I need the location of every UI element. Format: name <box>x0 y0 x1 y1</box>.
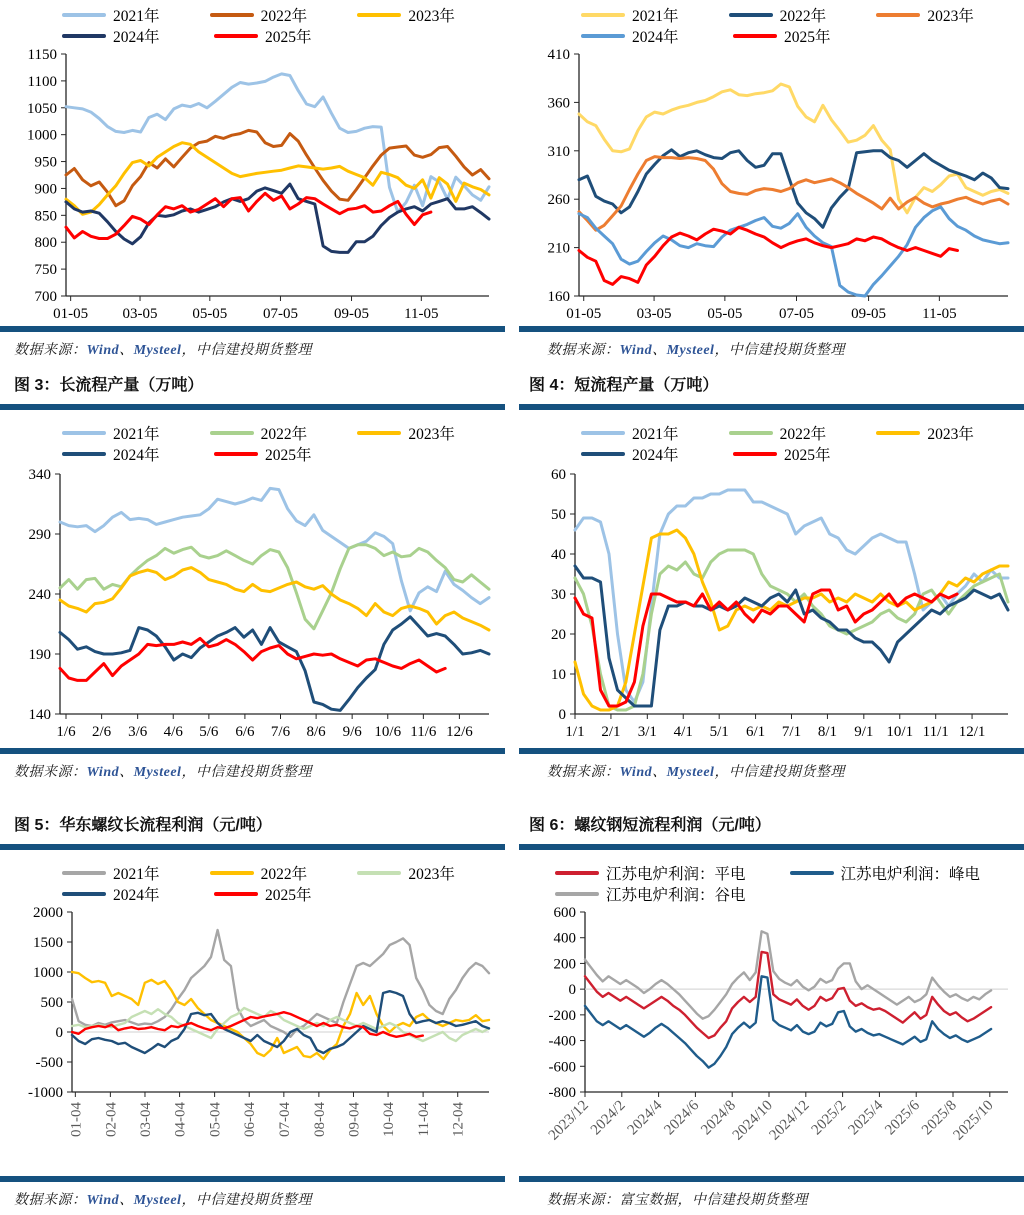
svg-text:09-05: 09-05 <box>851 306 886 322</box>
legend-label: 2024年 <box>632 25 679 47</box>
legend-line-swatch <box>62 431 106 435</box>
source-vendor: Mysteel <box>134 1193 182 1208</box>
legend-label: 2024年 <box>113 25 160 47</box>
legend-label: 2023年 <box>408 4 455 26</box>
svg-text:05-05: 05-05 <box>192 306 227 322</box>
svg-text:700: 700 <box>35 289 58 305</box>
svg-text:2025/2: 2025/2 <box>809 1098 850 1139</box>
svg-text:260: 260 <box>548 192 571 208</box>
legend-line-swatch <box>581 34 625 38</box>
line-chart <box>519 466 1024 748</box>
series-line <box>579 207 1008 296</box>
source-text: 、 <box>652 765 667 780</box>
legend-item <box>555 862 790 884</box>
data-source-line <box>519 754 1024 787</box>
legend-item <box>357 422 505 444</box>
legend-label: 2025年 <box>784 25 831 47</box>
svg-text:1/6: 1/6 <box>56 724 76 740</box>
svg-text:0: 0 <box>559 707 567 723</box>
legend-line-swatch <box>790 871 834 875</box>
legend-item <box>733 25 885 47</box>
legend-line-swatch <box>214 892 258 896</box>
svg-text:1050: 1050 <box>27 101 57 117</box>
legend-row <box>555 862 1024 883</box>
legend-item <box>876 422 1024 444</box>
chart-legend <box>519 850 1024 906</box>
svg-text:07-05: 07-05 <box>779 306 814 322</box>
svg-text:2023/12: 2023/12 <box>546 1098 592 1144</box>
svg-text:360: 360 <box>548 95 571 111</box>
figure-panel <box>519 410 1024 850</box>
legend-line-swatch <box>62 452 106 456</box>
legend-label: 2024年 <box>113 443 160 465</box>
svg-text:400: 400 <box>554 931 577 947</box>
legend-item <box>581 25 733 47</box>
legend-item <box>210 4 358 26</box>
svg-text:0: 0 <box>56 1025 64 1041</box>
legend-label: 2025年 <box>265 443 312 465</box>
svg-text:1100: 1100 <box>28 74 57 90</box>
legend-item <box>357 4 505 26</box>
legend-row <box>581 25 1024 46</box>
svg-text:-500: -500 <box>36 1055 64 1071</box>
legend-line-swatch <box>733 452 777 456</box>
legend-item <box>581 443 733 465</box>
svg-text:-400: -400 <box>549 1034 577 1050</box>
source-text: 富宝数据，中信建投期货整理 <box>620 1193 809 1208</box>
svg-text:340: 340 <box>29 467 52 483</box>
legend-line-swatch <box>62 34 106 38</box>
svg-text:290: 290 <box>29 527 52 543</box>
source-text: 数据来源： <box>14 343 87 358</box>
source-text: ，中信建投期货整理 <box>181 1193 312 1208</box>
svg-text:200: 200 <box>554 956 577 972</box>
svg-text:01-05: 01-05 <box>566 306 601 322</box>
source-vendor: Wind <box>87 765 120 780</box>
svg-text:40: 40 <box>551 547 566 563</box>
legend-line-swatch <box>581 452 625 456</box>
svg-text:02-04: 02-04 <box>103 1102 119 1137</box>
legend-label: 2022年 <box>261 4 308 26</box>
legend-item <box>214 883 366 905</box>
svg-text:140: 140 <box>29 707 52 723</box>
legend-label: 2022年 <box>261 422 308 444</box>
svg-text:5/6: 5/6 <box>199 724 219 740</box>
legend-line-swatch <box>62 892 106 896</box>
svg-text:2024/10: 2024/10 <box>730 1098 776 1144</box>
chart-legend <box>519 0 1024 48</box>
svg-text:07-04: 07-04 <box>277 1102 293 1137</box>
legend-label: 2023年 <box>927 4 974 26</box>
legend-item <box>62 422 210 444</box>
svg-text:7/1: 7/1 <box>782 724 801 740</box>
svg-text:10: 10 <box>551 667 566 683</box>
legend-item <box>555 883 823 905</box>
line-chart <box>0 48 505 326</box>
legend-label: 2022年 <box>780 4 827 26</box>
legend-item <box>62 862 210 884</box>
svg-text:05-04: 05-04 <box>208 1102 224 1137</box>
legend-row <box>62 862 505 883</box>
svg-text:1500: 1500 <box>33 935 63 951</box>
line-chart <box>0 906 505 1176</box>
svg-text:600: 600 <box>554 905 577 921</box>
chart-legend <box>0 850 505 906</box>
figure-panel <box>519 0 1024 410</box>
legend-label: 2024年 <box>632 443 679 465</box>
svg-text:1150: 1150 <box>28 47 57 63</box>
data-source-line <box>519 1182 1024 1215</box>
legend-label: 2021年 <box>113 422 160 444</box>
source-text: 、 <box>119 343 134 358</box>
legend-label: 江苏电炉利润：谷电 <box>606 883 746 905</box>
legend-label: 2021年 <box>113 862 160 884</box>
chart-legend <box>519 410 1024 466</box>
svg-text:50: 50 <box>551 507 566 523</box>
svg-text:20: 20 <box>551 627 566 643</box>
legend-label: 2025年 <box>265 883 312 905</box>
svg-text:30: 30 <box>551 587 566 603</box>
line-chart <box>519 48 1024 326</box>
svg-text:2024/6: 2024/6 <box>661 1097 702 1138</box>
series-line <box>579 150 1008 228</box>
svg-text:900: 900 <box>35 181 58 197</box>
legend-item <box>214 443 366 465</box>
legend-label: 2021年 <box>632 422 679 444</box>
series-line <box>585 976 991 1067</box>
legend-line-swatch <box>876 13 920 17</box>
legend-item <box>62 443 214 465</box>
legend-item <box>210 422 358 444</box>
svg-text:0: 0 <box>569 982 577 998</box>
svg-text:10/6: 10/6 <box>374 724 401 740</box>
svg-text:2000: 2000 <box>33 905 63 921</box>
svg-text:08-04: 08-04 <box>312 1102 328 1137</box>
legend-item <box>581 4 729 26</box>
legend-item <box>733 443 885 465</box>
legend-line-swatch <box>210 13 254 17</box>
svg-text:-200: -200 <box>549 1008 577 1024</box>
svg-text:240: 240 <box>29 587 52 603</box>
legend-label: 2025年 <box>265 25 312 47</box>
data-source-line <box>0 754 505 787</box>
svg-text:03-05: 03-05 <box>637 306 672 322</box>
svg-text:7/6: 7/6 <box>271 724 291 740</box>
svg-text:09-05: 09-05 <box>334 306 369 322</box>
legend-line-swatch <box>62 13 106 17</box>
legend-label: 2023年 <box>408 422 455 444</box>
svg-text:190: 190 <box>29 647 52 663</box>
source-vendor: Mysteel <box>134 765 182 780</box>
svg-text:1/1: 1/1 <box>565 724 584 740</box>
legend-line-swatch <box>62 871 106 875</box>
svg-text:03-04: 03-04 <box>138 1102 154 1137</box>
svg-text:07-05: 07-05 <box>263 306 298 322</box>
data-source-line <box>0 332 505 365</box>
svg-text:-1000: -1000 <box>28 1085 63 1101</box>
legend-item <box>729 4 877 26</box>
legend-row <box>555 883 1024 904</box>
legend-item <box>62 4 210 26</box>
legend-line-swatch <box>210 871 254 875</box>
source-text: ，中信建投期货整理 <box>181 343 312 358</box>
svg-text:-800: -800 <box>549 1085 577 1101</box>
legend-item <box>214 25 366 47</box>
source-text: 数据来源： <box>547 343 620 358</box>
source-text: 、 <box>119 1193 134 1208</box>
svg-text:01-05: 01-05 <box>53 306 88 322</box>
legend-line-swatch <box>214 34 258 38</box>
legend-row <box>62 422 505 443</box>
svg-text:800: 800 <box>35 235 58 251</box>
source-vendor: Mysteel <box>667 765 715 780</box>
svg-text:750: 750 <box>35 262 58 278</box>
legend-item <box>62 883 214 905</box>
legend-item <box>357 862 505 884</box>
svg-text:6/1: 6/1 <box>746 724 765 740</box>
legend-row <box>581 422 1024 443</box>
svg-text:11-04: 11-04 <box>416 1102 432 1137</box>
legend-row <box>62 4 505 25</box>
series-line <box>60 545 489 629</box>
legend-line-swatch <box>729 431 773 435</box>
svg-text:10-04: 10-04 <box>381 1102 397 1137</box>
legend-line-swatch <box>555 871 599 875</box>
figure-title: 图 5：华东螺纹长流程利润（元/吨） <box>0 805 505 844</box>
svg-text:06-04: 06-04 <box>242 1102 258 1137</box>
svg-text:8/1: 8/1 <box>818 724 837 740</box>
series-line <box>60 638 445 680</box>
legend-line-swatch <box>581 13 625 17</box>
svg-text:2025/6: 2025/6 <box>882 1097 923 1138</box>
svg-text:4/6: 4/6 <box>164 724 184 740</box>
legend-item <box>876 4 1024 26</box>
svg-text:950: 950 <box>35 155 58 171</box>
svg-text:4/1: 4/1 <box>674 724 693 740</box>
svg-text:3/6: 3/6 <box>128 724 148 740</box>
svg-text:6/6: 6/6 <box>235 724 255 740</box>
legend-label: 江苏电炉利润：平电 <box>606 862 746 884</box>
legend-item <box>210 862 358 884</box>
chart-legend <box>0 410 505 466</box>
legend-line-swatch <box>357 431 401 435</box>
svg-text:3/1: 3/1 <box>638 724 657 740</box>
legend-row <box>581 443 1024 464</box>
series-line <box>60 568 489 630</box>
svg-text:11-05: 11-05 <box>922 306 956 322</box>
legend-line-swatch <box>214 452 258 456</box>
svg-text:60: 60 <box>551 467 566 483</box>
legend-label: 2021年 <box>632 4 679 26</box>
svg-text:11/6: 11/6 <box>410 724 437 740</box>
legend-label: 2025年 <box>784 443 831 465</box>
legend-label: 2024年 <box>113 883 160 905</box>
data-source-line <box>519 332 1024 365</box>
svg-text:01-04: 01-04 <box>68 1102 84 1137</box>
figure-title: 图 4：短流程产量（万吨） <box>519 365 1024 404</box>
svg-text:310: 310 <box>548 144 571 160</box>
svg-text:12/1: 12/1 <box>959 724 986 740</box>
source-vendor: Wind <box>87 343 120 358</box>
svg-text:210: 210 <box>548 241 571 257</box>
legend-item <box>62 25 214 47</box>
svg-text:2024/2: 2024/2 <box>588 1098 629 1139</box>
svg-text:2/1: 2/1 <box>601 724 620 740</box>
line-chart <box>519 906 1024 1176</box>
data-source-line <box>0 1182 505 1215</box>
legend-line-swatch <box>729 13 773 17</box>
source-text: ，中信建投期货整理 <box>714 765 845 780</box>
legend-item <box>581 422 729 444</box>
svg-text:5/1: 5/1 <box>710 724 729 740</box>
chart-legend <box>0 0 505 48</box>
svg-text:12-04: 12-04 <box>451 1102 467 1137</box>
source-text: 、 <box>652 343 667 358</box>
svg-text:03-05: 03-05 <box>123 306 158 322</box>
svg-text:8/6: 8/6 <box>307 724 327 740</box>
svg-text:2024/4: 2024/4 <box>625 1097 666 1138</box>
svg-text:2/6: 2/6 <box>92 724 112 740</box>
legend-item <box>729 422 877 444</box>
figure-panel <box>519 850 1024 1215</box>
legend-line-swatch <box>210 431 254 435</box>
legend-line-swatch <box>581 431 625 435</box>
figure-panel <box>0 410 505 850</box>
svg-text:160: 160 <box>548 289 571 305</box>
source-vendor: Wind <box>87 1193 120 1208</box>
svg-text:9/1: 9/1 <box>854 724 873 740</box>
svg-text:11/1: 11/1 <box>923 724 949 740</box>
source-text: 数据来源： <box>547 765 620 780</box>
legend-row <box>581 4 1024 25</box>
legend-line-swatch <box>733 34 777 38</box>
source-text: ，中信建投期货整理 <box>181 765 312 780</box>
source-text: 、 <box>119 765 134 780</box>
source-vendor: Wind <box>620 765 653 780</box>
figure-panel <box>0 850 505 1215</box>
svg-text:850: 850 <box>35 208 58 224</box>
svg-text:2025/8: 2025/8 <box>919 1098 960 1139</box>
svg-text:09-04: 09-04 <box>346 1102 362 1137</box>
legend-line-swatch <box>555 892 599 896</box>
source-text: ，中信建投期货整理 <box>714 343 845 358</box>
svg-text:10/1: 10/1 <box>886 724 913 740</box>
svg-text:04-04: 04-04 <box>173 1102 189 1137</box>
source-text: 数据来源： <box>14 1193 87 1208</box>
svg-text:410: 410 <box>548 47 571 63</box>
svg-text:2024/12: 2024/12 <box>767 1098 813 1144</box>
svg-text:1000: 1000 <box>27 128 57 144</box>
legend-line-swatch <box>876 431 920 435</box>
svg-text:05-05: 05-05 <box>707 306 742 322</box>
legend-label: 2023年 <box>408 862 455 884</box>
legend-label: 江苏电炉利润：峰电 <box>841 862 981 884</box>
source-vendor: Mysteel <box>134 343 182 358</box>
legend-item <box>790 862 1024 884</box>
source-text: 数据来源： <box>547 1193 620 1208</box>
legend-row <box>62 443 505 464</box>
line-chart <box>0 466 505 748</box>
svg-text:-600: -600 <box>549 1059 577 1075</box>
figure-title: 图 6：螺纹钢短流程利润（元/吨） <box>519 805 1024 844</box>
legend-row <box>62 25 505 46</box>
svg-text:11-05: 11-05 <box>404 306 438 322</box>
source-vendor: Mysteel <box>667 343 715 358</box>
legend-line-swatch <box>357 13 401 17</box>
legend-label: 2023年 <box>927 422 974 444</box>
legend-line-swatch <box>357 871 401 875</box>
svg-text:2025/4: 2025/4 <box>845 1097 886 1138</box>
svg-text:2025/10: 2025/10 <box>951 1098 997 1144</box>
series-line <box>575 550 1008 710</box>
svg-text:2024/8: 2024/8 <box>698 1098 739 1139</box>
svg-text:1000: 1000 <box>33 965 63 981</box>
legend-label: 2022年 <box>261 862 308 884</box>
svg-text:12/6: 12/6 <box>446 724 473 740</box>
legend-label: 2021年 <box>113 4 160 26</box>
source-text: 数据来源： <box>14 765 87 780</box>
figure-title: 图 3：长流程产量（万吨） <box>0 365 505 404</box>
legend-label: 2022年 <box>780 422 827 444</box>
source-vendor: Wind <box>620 343 653 358</box>
series-line <box>66 143 489 215</box>
figure-panel <box>0 0 505 410</box>
svg-text:500: 500 <box>41 995 64 1011</box>
svg-text:9/6: 9/6 <box>343 724 363 740</box>
legend-row <box>62 883 505 904</box>
